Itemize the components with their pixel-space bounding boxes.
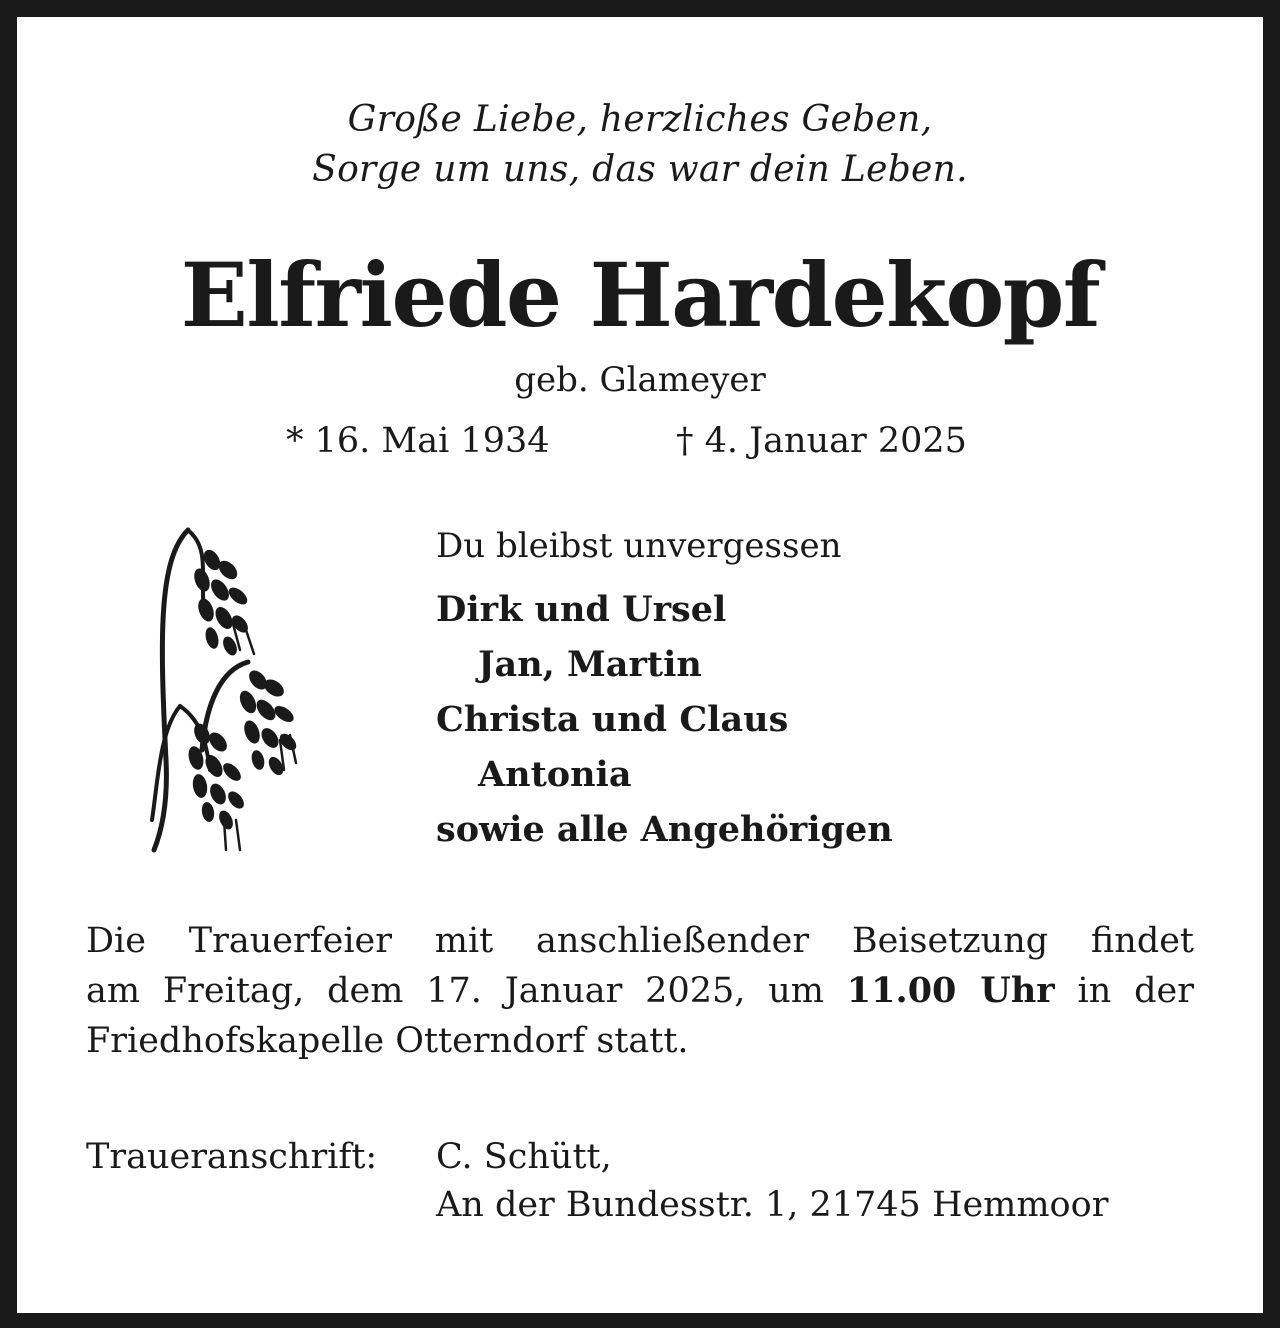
death-date: † 4. Januar 2025 xyxy=(676,421,967,461)
address-label: Traueranschrift: xyxy=(86,1137,378,1177)
birth-date: * 16. Mai 1934 xyxy=(286,421,550,461)
mourner-line: Dirk und Ursel xyxy=(436,589,727,630)
mourner-line: Antonia xyxy=(478,754,632,795)
mourner-line: sowie alle Angehörigen xyxy=(436,809,893,850)
address-line-2: An der Bundesstr. 1, 21745 Hemmoor xyxy=(436,1185,1109,1225)
mourner-line: Christa und Claus xyxy=(436,699,789,740)
mourner-line: Jan, Martin xyxy=(478,644,702,685)
wheat-ears-icon xyxy=(140,520,320,865)
ceremony-line-3: Friedhofskapelle Otterndorf statt. xyxy=(86,1021,689,1061)
address-line-1: C. Schütt, xyxy=(436,1137,612,1177)
ceremony-date-text: am Freitag, dem 17. Januar 2025, um xyxy=(86,971,824,1011)
deceased-name: Elfriede Hardekopf xyxy=(180,243,1100,347)
motto-line-2: Sorge um uns, das war dein Leben. xyxy=(312,149,968,190)
mourners-intro: Du bleibst unvergessen xyxy=(436,526,842,566)
ceremony-place-prefix: in der xyxy=(1077,971,1194,1011)
ceremony-line-1: Die Trauerfeier mit anschließender Beisetzung findet xyxy=(86,921,1194,961)
motto-line-1: Große Liebe, herzliches Geben, xyxy=(347,99,933,140)
ceremony-time: 11.00 Uhr xyxy=(846,970,1055,1011)
maiden-name: geb. Glameyer xyxy=(514,360,766,400)
ceremony-line-2 xyxy=(86,966,1194,1016)
